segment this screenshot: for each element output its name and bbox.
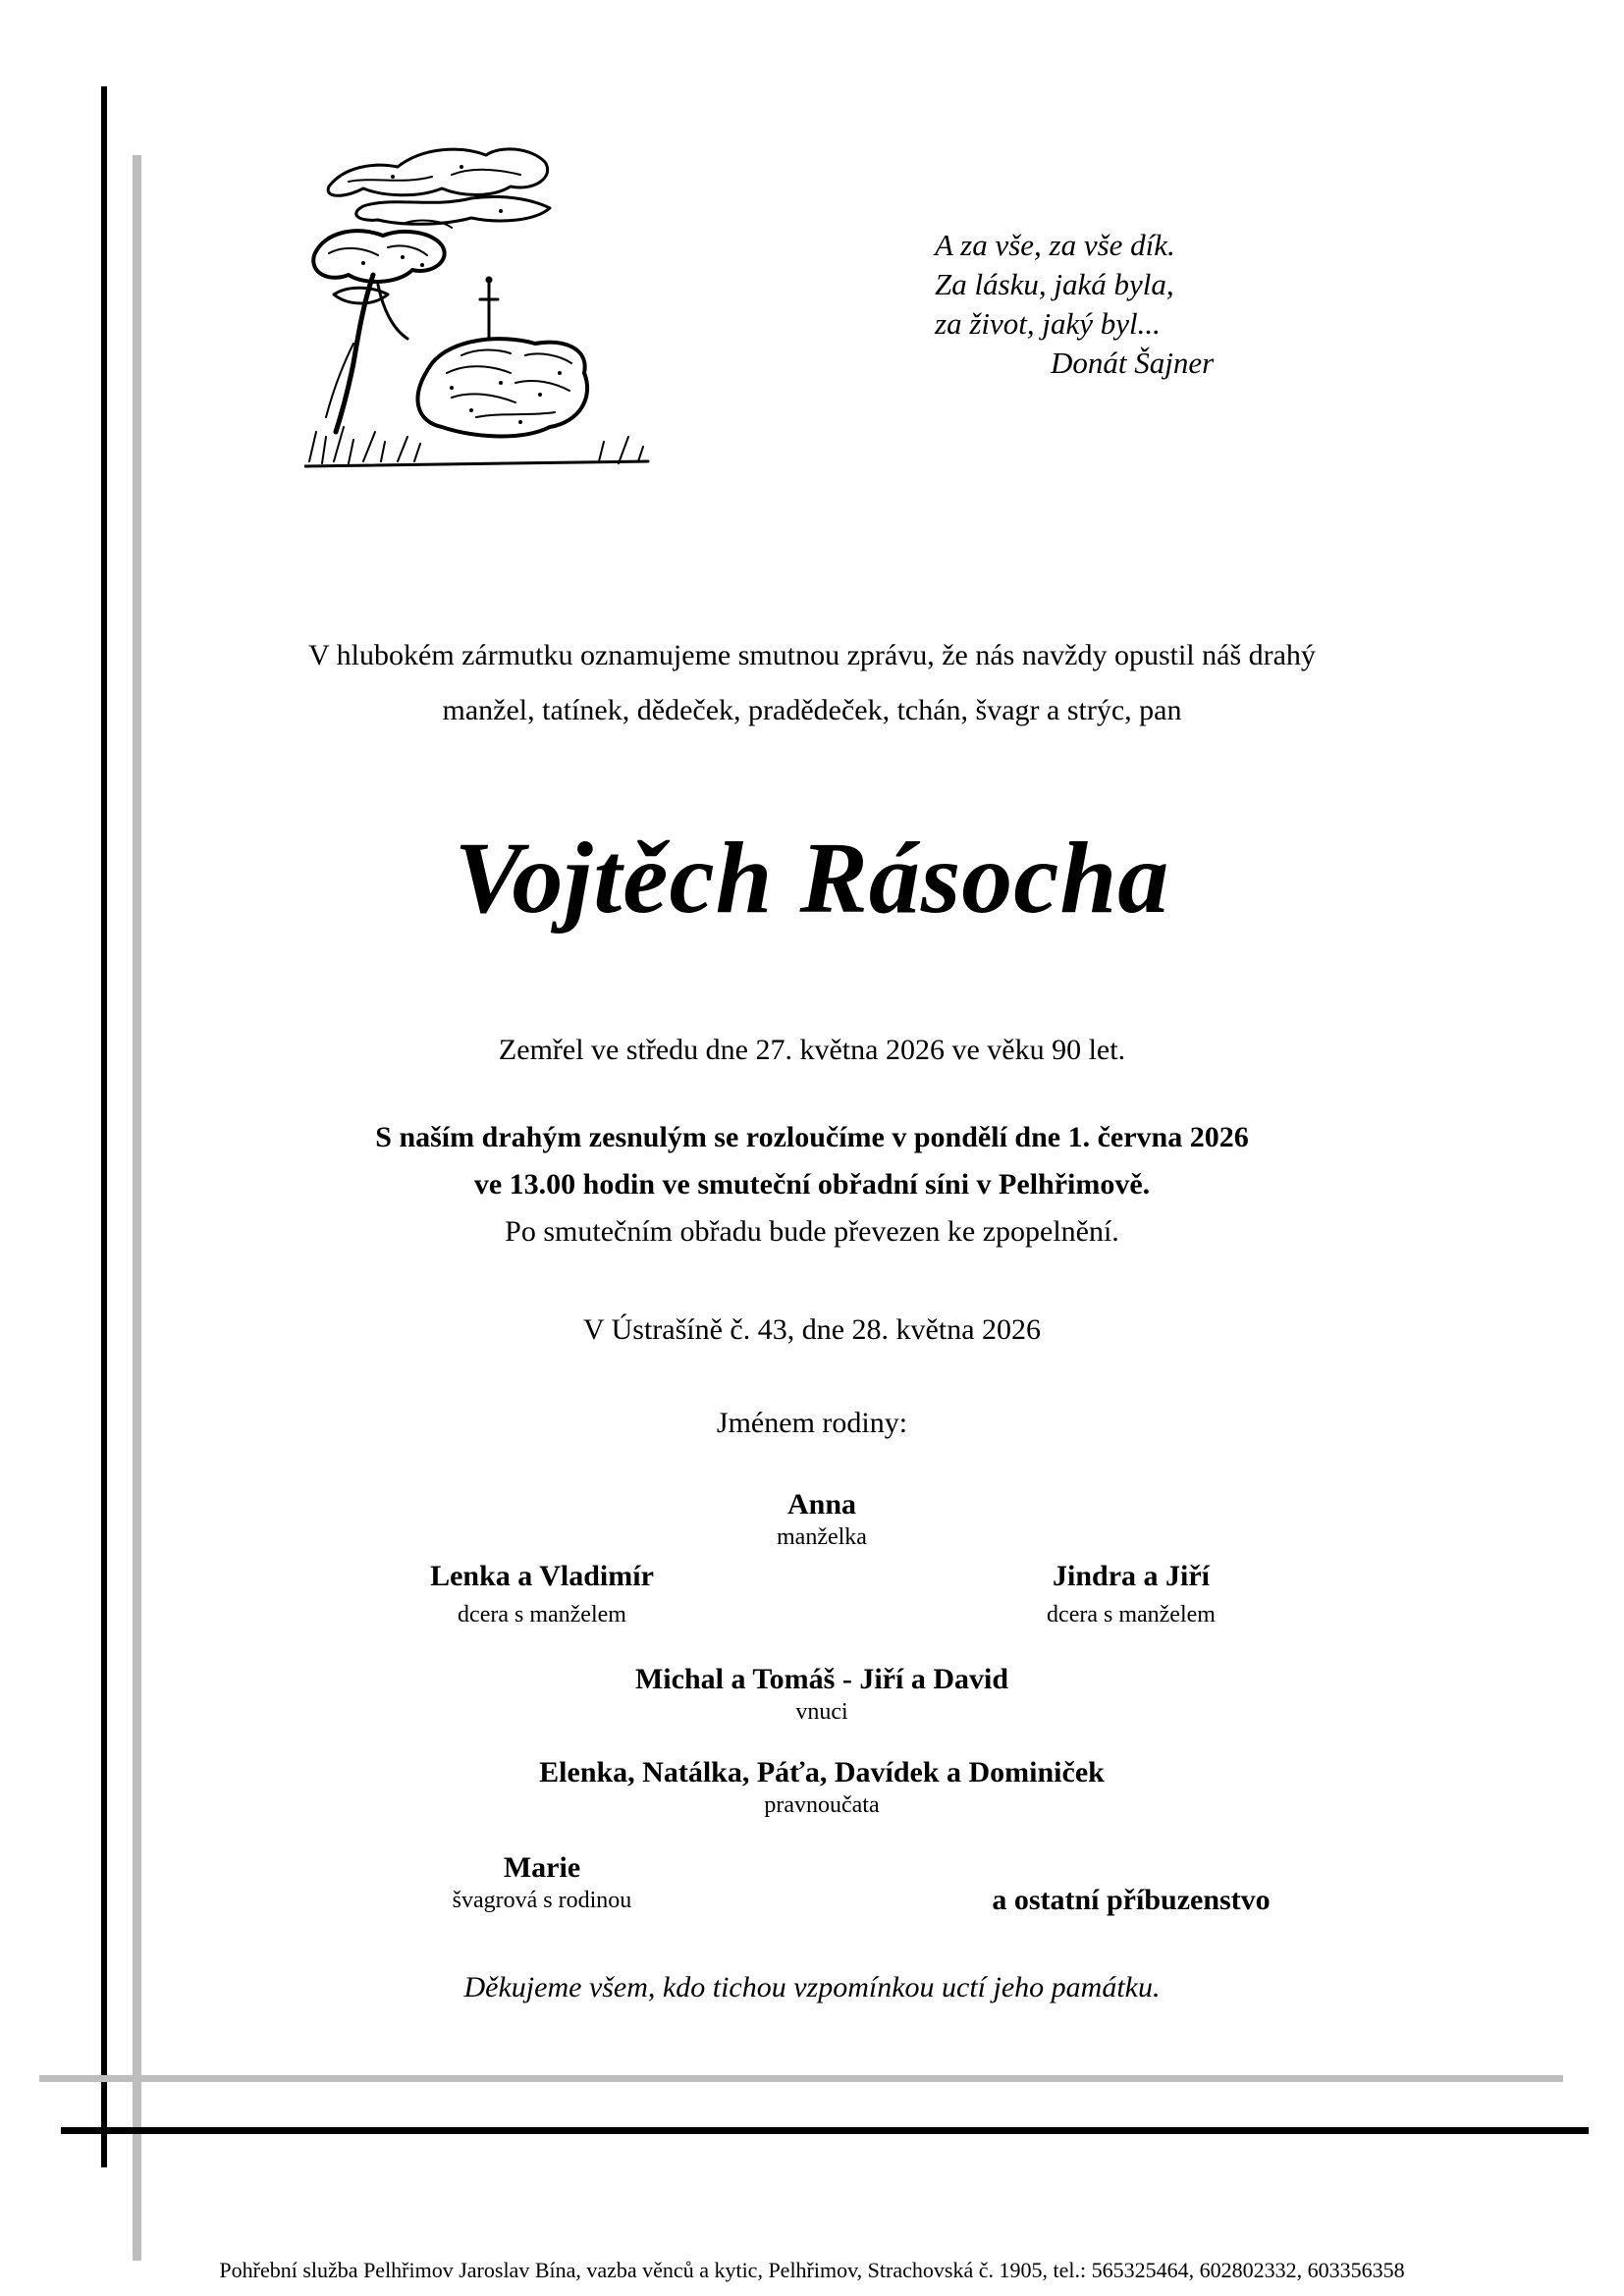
frame-horizontal-grey-line (39, 2075, 1563, 2082)
family-sister-in-law-name: Marie (503, 1851, 581, 1884)
family-wife-name: Anna (786, 1488, 857, 1521)
funeral-service-footer: Pohřební služba Pelhřimov Jaroslav Bína, vazba věnců a kytic, Pelhřimov, Strachovská č. 1905, tel.: 565325464, 602802332, 603356358 (219, 2258, 1405, 2282)
intro-line-1: V hlubokém zármutku oznamujeme smutnou zprávu, že nás navždy opustil náš drahý (308, 639, 1316, 671)
family-daughter-1-name: Lenka a Vladimír (430, 1560, 654, 1592)
on-behalf-label: Jménem rodiny: (716, 1407, 908, 1439)
family-grandchildren-name: Michal a Tomáš - Jiří a David (634, 1663, 1009, 1695)
poem-author: Donát Šajner (1051, 346, 1215, 380)
family-daughter-1-role: dcera s manželem (458, 1602, 626, 1628)
frame-horizontal-black-line (61, 2127, 1589, 2134)
family-others: a ostatní příbuzenstvo (992, 1884, 1271, 1916)
tree-rock-cross-illustration (304, 137, 653, 476)
poem-line-2: Za lásku, jaká byla, (935, 267, 1174, 301)
ceremony-info (0, 1114, 1624, 1255)
ceremony-line-1: S naším drahým zesnulým se rozloučíme v pondělí dne 1. června 2026 (375, 1121, 1249, 1153)
poem (935, 226, 1386, 383)
family-daughter-2 (935, 1559, 1327, 1629)
announcement-intro (0, 628, 1624, 738)
family-grandchildren-role: vnuci (795, 1699, 848, 1725)
family-great-grandchildren-name: Elenka, Natálka, Páťa, Davídek a Dominiček (539, 1756, 1105, 1789)
death-notice: Zemřel ve středu dne 27. května 2026 ve věku 90 let. (498, 1034, 1126, 1066)
family-sister-in-law-role: švagrová s rodinou (452, 1888, 632, 1913)
family-wife (616, 1487, 1028, 1552)
family-daughter-2-role: dcera s manželem (1047, 1602, 1216, 1628)
thanks-note: Děkujeme všem, kdo tichou vzpomínkou uctí jeho památku. (463, 1971, 1161, 2003)
family-sister-in-law (346, 1850, 738, 1915)
intro-line-2: manžel, tatínek, dědeček, pradědeček, tchán, švagr a strýc, pan (442, 694, 1182, 726)
ceremony-line-3: Po smutečním obřadu bude převezen ke zpopelnění. (505, 1215, 1119, 1248)
poem-line-1: A za vše, za vše dík. (935, 228, 1175, 262)
family-wife-role: manželka (777, 1524, 867, 1550)
place-date: V Ústrašíně č. 43, dne 28. května 2026 (582, 1313, 1042, 1346)
family-grandchildren (517, 1662, 1126, 1727)
ceremony-line-2: ve 13.00 hodin ve smuteční obřadní síni v Pelhřimově. (473, 1168, 1151, 1201)
family-daughter-1 (346, 1559, 738, 1629)
poem-line-3: za život, jaký byl... (935, 306, 1161, 341)
family-great-grandchildren (419, 1755, 1224, 1820)
family-great-grandchildren-role: pravnoučata (764, 1792, 880, 1818)
deceased-name: Vojtěch Rásocha (454, 822, 1170, 934)
family-daughter-2-name: Jindra a Jiří (1052, 1560, 1210, 1592)
